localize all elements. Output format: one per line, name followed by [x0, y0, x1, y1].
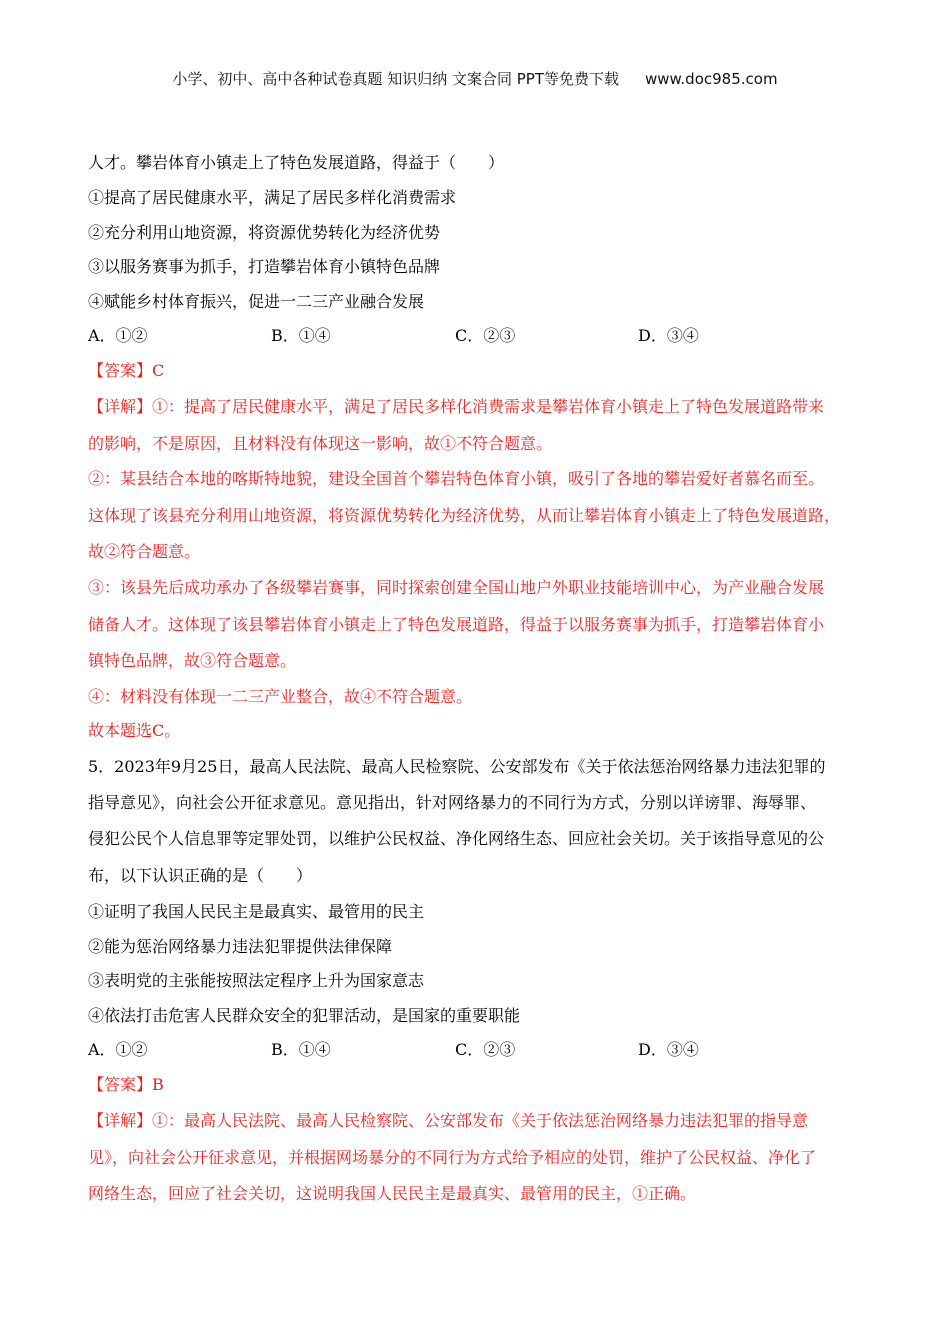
- q4-stem: 人才。攀岩体育小镇走上了特色发展道路，得益于（ ）: [88, 153, 505, 172]
- q5-option-b: B．①④: [271, 1040, 331, 1059]
- q4-detail-line: ③：该县先后成功承办了各级攀岩赛事，同时探索创建全国山地户外职业技能培训中心，为产业融合发展: [88, 578, 825, 597]
- q4-detail-line: 故②符合题意。: [88, 542, 201, 561]
- q4-detail-line: 镇特色品牌，故③符合题意。: [88, 651, 297, 670]
- page-header: [0, 68, 950, 89]
- q5-answer: 【答案】B: [88, 1075, 164, 1094]
- q4-option-c: C．②③: [455, 326, 516, 345]
- q5-item-3: ③表明党的主张能按照法定程序上升为国家意志: [88, 971, 425, 990]
- q4-detail-line: ④：材料没有体现一二三产业整合，故④不符合题意。: [88, 687, 473, 706]
- q4-detail-line: 这体现了该县充分利用山地资源，将资源优势转化为经济优势，从而让攀岩体育小镇走上了特色发展道路，: [88, 506, 841, 525]
- header-url[interactable]: www.doc985.com: [644, 70, 778, 88]
- q5-option-d: D．③④: [638, 1040, 699, 1059]
- header-site-text: 小学、初中、高中各种试卷真题 知识归纳 文案合同 PPT等免费下载: [172, 70, 619, 88]
- q5-item-4: ④依法打击危害人民群众安全的犯罪活动，是国家的重要职能: [88, 1006, 521, 1025]
- q4-detail-line: ②：某县结合本地的喀斯特地貌，建设全国首个攀岩特色体育小镇，吸引了各地的攀岩爱好者慕名而至。: [88, 469, 825, 488]
- q4-item-3: ③以服务赛事为抓手，打造攀岩体育小镇特色品牌: [88, 257, 441, 276]
- q5-stem-line: 5．2023年9月25日，最高人民法院、最高人民检察院、公安部发布《关于依法惩治网络暴力违法犯罪的: [88, 757, 826, 776]
- q5-option-a: A．①②: [88, 1040, 148, 1059]
- q5-item-2: ②能为惩治网络暴力违法犯罪提供法律保障: [88, 937, 393, 956]
- q5-option-c: C．②③: [455, 1040, 516, 1059]
- q5-detail-line: 见》，向社会公开征求意见，并根据网场暴分的不同行为方式给予相应的处罚，维护了公民权益、净化了: [88, 1148, 817, 1167]
- q4-answer: 【答案】C: [88, 361, 165, 380]
- q4-conclusion: 故本题选C。: [88, 721, 181, 740]
- q4-detail-line: 储备人才。这体现了该县攀岩体育小镇走上了特色发展道路，得益于以服务赛事为抓手，打造攀岩体育小: [88, 615, 825, 634]
- q5-detail-line: 【详解】①：最高人民法院、最高人民检察院、公安部发布《关于依法惩治网络暴力违法犯罪的指导意: [88, 1111, 809, 1130]
- q5-item-1: ①证明了我国人民民主是最真实、最管用的民主: [88, 902, 425, 921]
- q4-detail-line: 【详解】①：提高了居民健康水平，满足了居民多样化消费需求是攀岩体育小镇走上了特色发展道路带来: [88, 397, 825, 416]
- q4-option-d: D．③④: [638, 326, 699, 345]
- q5-stem-line: 指导意见》，向社会公开征求意见。意见指出，针对网络暴力的不同行为方式，分别以详谤罪、海辱罪、: [88, 793, 817, 812]
- q5-stem-line: 布，以下认识正确的是（ ）: [88, 866, 313, 885]
- q4-item-4: ④赋能乡村体育振兴，促进一二三产业融合发展: [88, 292, 425, 311]
- q4-detail-line: 的影响，不是原因，且材料没有体现这一影响，故①不符合题意。: [88, 434, 553, 453]
- q4-item-2: ②充分利用山地资源，将资源优势转化为经济优势: [88, 223, 441, 242]
- q4-option-a: A．①②: [88, 326, 148, 345]
- q5-detail-line: 网络生态，回应了社会关切，这说明我国人民民主是最真实、最管用的民主，①正确。: [88, 1184, 697, 1203]
- q5-stem-line: 侵犯公民个人信息罪等定罪处罚，以维护公民权益、净化网络生态、回应社会关切。关于该指导意见的公: [88, 829, 825, 848]
- q4-option-b: B．①④: [271, 326, 331, 345]
- q4-item-1: ①提高了居民健康水平，满足了居民多样化消费需求: [88, 188, 457, 207]
